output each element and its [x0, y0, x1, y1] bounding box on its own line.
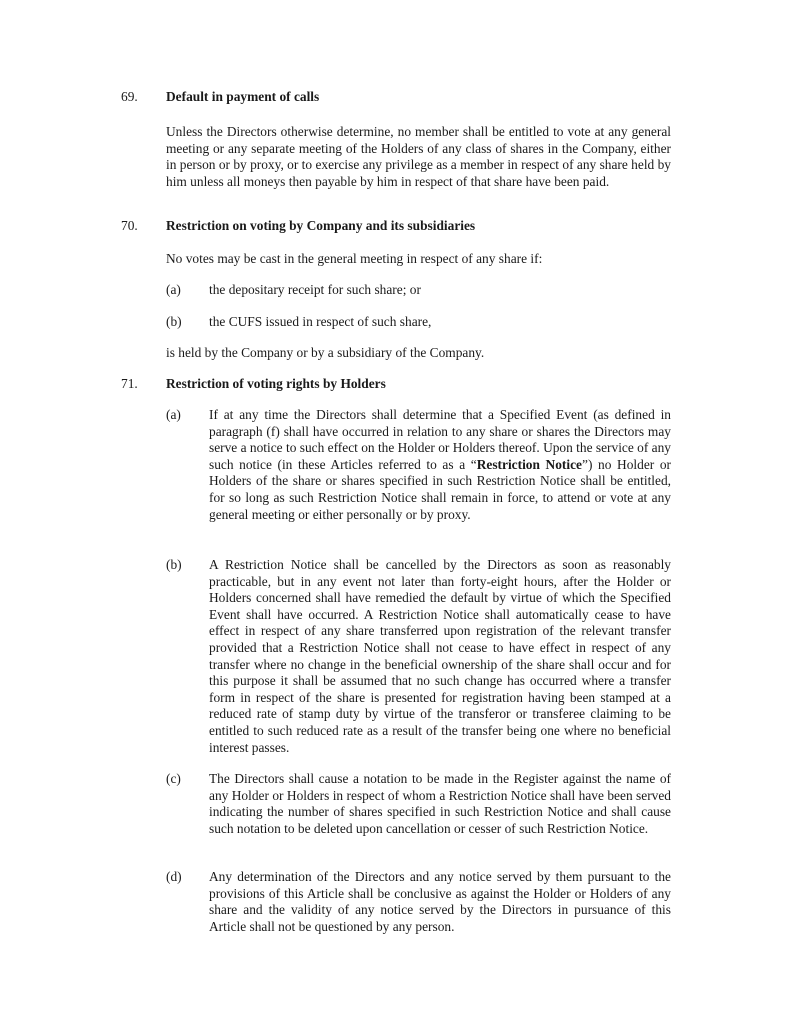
item-text: the depositary receipt for such share; or: [209, 282, 421, 297]
article-71-item-b: [166, 557, 671, 756]
article-number: 70.: [121, 218, 138, 233]
article-70-closing: is held by the Company or by a subsidiary of the Company.: [166, 345, 485, 360]
article-70-heading: [121, 218, 672, 235]
item-label: (a): [166, 407, 181, 422]
item-label: (b): [166, 314, 182, 329]
item-text: Any determination of the Directors and any notice served by them pursuant to the provisions of this Article shall be conclusive as against the Holder or Holders of any share and the validity of any notice served by the Directors in pursuance of this Article shall not be questioned by any person.: [209, 869, 671, 934]
item-text: A Restriction Notice shall be cancelled by the Directors as soon as reasonably practicable, but in any event not later than forty-eight hours, after the Holder or Holders concerned shall have remedied the default by virtue of which the Specified Event shall have occurred. A Restriction Notice shall automatically cease to have effect in respect of any share transferred upon registration of the relevant transfer provided that a Restriction Notice shall not cease to have effect in respect of any transfer where no change in the beneficial ownership of the share shall occur and for this purpose it shall be assumed that no such change has occurred where a transfer form in respect of the share is presented for registration having been stamped at a reduced rate of stamp duty by virtue of the transferor or transferee claiming to be entitled to such reduced rate as a result of the transfer being one where no beneficial interest passes.: [209, 557, 671, 755]
item-text: [209, 407, 671, 523]
item-label: (a): [166, 282, 181, 297]
item-text: The Directors shall cause a notation to be made in the Register against the name of any Holder or Holders in respect of whom a Restriction Notice shall have been served indicating the number of shares specified in such Restriction Notice and shall cause such notation to be deleted upon cancellation or cesser of such Restriction Notice.: [209, 771, 671, 836]
item-text-part: If at any time the Directors shall determine that a Specified Event (as defined in paragraph (f) shall have occurred in relation to any share or shares the Directors may serve a notice to such effect on the Holder or Holders thereof. Upon the service of any such notice (in these Articles referred to as a “: [209, 407, 671, 472]
article-70-intro: No votes may be cast in the general meeting in respect of any share if:: [166, 251, 543, 266]
article-number: 71.: [121, 376, 138, 391]
article-71-item-a: [166, 407, 671, 523]
article-title: Restriction on voting by Company and its subsidiaries: [166, 218, 476, 233]
item-label: (b): [166, 557, 182, 572]
article-title: Default in payment of calls: [166, 89, 320, 104]
article-71-heading: [121, 376, 672, 393]
item-label: (d): [166, 869, 182, 884]
article-71-item-d: [166, 869, 671, 935]
article-title: Restriction of voting rights by Holders: [166, 376, 386, 391]
item-text: the CUFS issued in respect of such share,: [209, 314, 432, 329]
item-label: (c): [166, 771, 181, 786]
article-71-item-c: [166, 771, 671, 837]
article-70-item-b: [166, 314, 671, 331]
defined-term: Restriction Notice: [476, 456, 582, 472]
article-number: 69.: [121, 89, 138, 104]
article-69-body: Unless the Directors otherwise determine, no member shall be entitled to vote at any general meeting or any separate meeting of the Holders of any class of shares in the Company, either in person or by proxy, or to exercise any privilege as a member in respect of any share held by him unless all moneys then payable by him in respect of that share have been paid.: [166, 124, 671, 189]
article-70-item-a: [166, 282, 671, 299]
item-text-part: ”) no Holder or Holders of the share or shares specified in such Restriction Notice shall be entitled, for so long as such Restriction Notice shall remain in force, to attend or vote at any general meeting or either personally or by proxy.: [209, 456, 671, 522]
article-69-heading: [121, 89, 672, 106]
